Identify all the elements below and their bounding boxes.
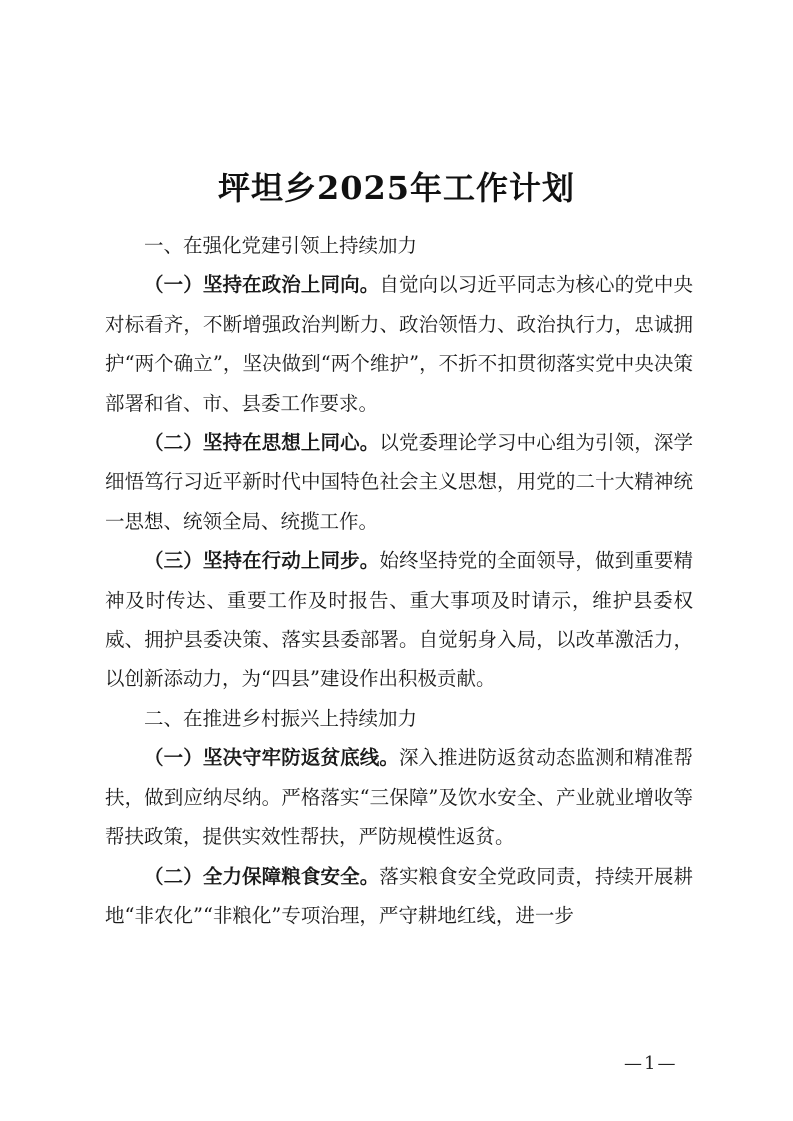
page-number: —1— [624,1053,678,1074]
section-1-item-1 [105,265,693,423]
section-2-item-2-text: 落实粮食安全党政同责，持续开展耕地“非农化”“非粮化”专项治理，严守耕地红线，进一步 [105,864,693,927]
section-2-item-2 [105,857,693,936]
section-1-item-1-text: 自觉向以习近平同志为核心的党中央对标看齐，不断增强政治判断力、政治领悟力、政治执行力，忠诚拥护“两个确立”，坚决做到“两个维护”，不折不扣贯彻落实党中央决策部署和省、市、县委工作要求。 [105,273,693,415]
section-1-item-2 [105,423,693,541]
section-1-item-2-text: 以党委理论学习中心组为引领，深学细悟笃行习近平新时代中国特色社会主义思想，用党的二十大精神统一思想、统领全局、统揽工作。 [105,431,693,533]
section-2-heading: 二、在推进乡村振兴上持续加力 [144,706,418,730]
section-2-item-1-lead: （一）坚决守牢防返贫底线。 [144,746,399,770]
section-1-item-2-lead: （二）坚持在思想上同心。 [144,431,380,455]
section-2-item-1 [105,738,693,856]
section-1-heading: 一、在强化党建引领上持续加力 [144,234,418,257]
section-1-item-3-text: 始终坚持党的全面领导，做到重要精神及时传达、重要工作及时报告、重大事项及时请示，维护县委权威、拥护县委决策、落实县委部署。自觉躬身入局，以改革激活力，以创新添动力，为“四县”建设作出积极贡献。 [105,549,693,691]
section-1-item-1-lead: （一）坚持在政治上同向。 [144,273,380,297]
document-body [105,226,693,935]
section-1-item-3-lead: （三）坚持在行动上同步。 [144,549,380,573]
section-1-item-3 [105,541,693,699]
section-2-item-2-lead: （二）全力保障粮食安全。 [144,864,380,888]
document-title: 坪坦乡2025年工作计划 [217,169,576,208]
section-2-item-1-text: 深入推进防返贫动态监测和精准帮扶，做到应纳尽纳。严格落实“三保障”及饮水安全、产业就业增收等帮扶政策，提供实效性帮扶，严防规模性返贫。 [105,746,693,849]
